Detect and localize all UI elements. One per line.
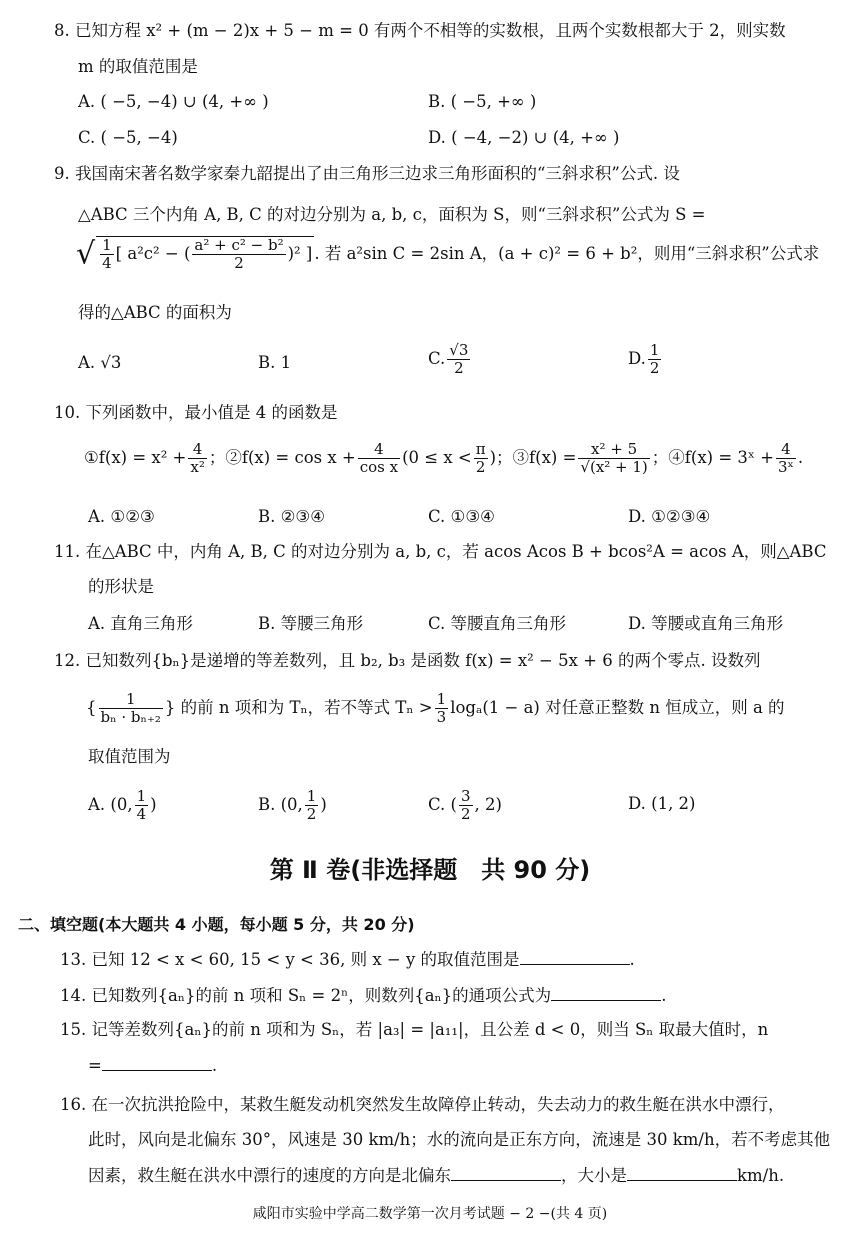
q9-quarter-fraction	[100, 237, 114, 272]
q10-f3-den: √(x² + 1)	[580, 458, 648, 476]
q12-third-den: 3	[436, 708, 447, 726]
q10-f1-fraction	[188, 441, 206, 476]
q9-option-d-num: 1	[649, 341, 660, 359]
q10-f2-den: cos x	[359, 458, 399, 476]
q12-option-b-den: 2	[306, 805, 317, 823]
q12-option-d: D. (1, 2)	[628, 794, 696, 813]
q16-stem-line3	[88, 1164, 784, 1187]
q11-option-c: C. 等腰直角三角形	[428, 614, 567, 633]
q12-option-c	[428, 785, 502, 825]
q12-option-c-fraction	[459, 788, 473, 823]
q8-stem-line1: 8. 已知方程 x² + (m − 2)x + 5 − m = 0 有两个不相等的实数根，且两个实数根都大于 2，则实数	[54, 21, 786, 40]
q9-option-c	[428, 342, 472, 377]
q9-stem-line4: 得的△ABC 的面积为	[78, 303, 232, 322]
q10-pi-den: 2	[475, 458, 486, 476]
q10-option-d: D. ①②③④	[628, 507, 711, 526]
q16-unit: km/h.	[737, 1166, 785, 1185]
q12-option-b: B. (0, $\frac{1}{2}$ )	[258, 787, 327, 823]
q12-open-brace: {	[86, 698, 97, 717]
q12-third-fraction	[435, 691, 449, 726]
q11-option-b: B. 等腰三角形	[258, 614, 364, 633]
q9-option-c-den: 2	[454, 359, 464, 377]
q12-inequality: } 的前 n 项和为 Tₙ，若不等式 Tₙ >	[164, 698, 433, 717]
q10-f3-fraction	[578, 441, 649, 476]
q10-functions-line	[84, 436, 803, 480]
q9-stem-line2: △ABC 三个内角 A, B, C 的对边分别为 a, b, c，面积为 S，则“三斜求积”公式为 S =	[78, 205, 706, 224]
q12-option-c-num: 3	[460, 787, 471, 805]
q12-option-a-fraction	[135, 788, 149, 823]
q15-stem-line2: = .	[88, 1056, 218, 1075]
q9-condition: . 若 a²sin C = 2sin A，(a + c)² = 6 + b²，则用“三斜求积”公式求	[314, 244, 820, 263]
q9-option-d-label: D.	[628, 349, 646, 368]
q9-option-d	[628, 342, 663, 377]
q12-stem-line2	[86, 686, 785, 730]
q12-option-a-num: 1	[136, 787, 147, 805]
q9-option-a: A. √3	[78, 353, 122, 372]
q16-stem-line1: 16. 在一次抗洪抢险中，某救生艇发动机突然发生故障停止转动，失去动力的救生艇在洪水中漂行，	[60, 1095, 785, 1114]
section-title: 第 Ⅱ 卷(非选择题 共 90 分)	[269, 856, 591, 884]
q12-option-c-post: , 2)	[474, 795, 502, 814]
q10-f4-num: 4	[776, 441, 796, 459]
q12-option-c-pre: C. (	[428, 795, 457, 814]
q12-option-c-den: 2	[460, 805, 471, 823]
q16-direction-blank[interactable]	[451, 1164, 561, 1181]
q12-stem-line1: 12. 已知数列{bₙ}是递增的等差数列，且 b₂, b₃ 是函数 f(x) = x² − 5x + 6 的两个零点. 设数列	[54, 651, 761, 670]
q11-option-d: D. 等腰或直角三角形	[628, 614, 784, 633]
q8-stem-line2: m 的取值范围是	[78, 57, 198, 76]
q9-option-b: B. 1	[258, 353, 292, 372]
q11-stem-line1: 11. 在△ABC 中，内角 A, B, C 的对边分别为 a, b, c，若 acos Acos B + bcos²A = acos A，则△ABC	[54, 542, 827, 561]
q9-option-c-label: C.	[428, 349, 446, 368]
q9-formula-radicand	[96, 236, 314, 272]
q9-option-d-den: 2	[649, 359, 660, 377]
part2-heading: 二、填空题(本大题共 4 小题，每小题 5 分，共 20 分)	[18, 915, 415, 934]
q9-formula-den: 2	[234, 254, 244, 272]
q10-pi-num: π	[475, 440, 486, 458]
q12-log-clause: logₐ(1 − a) 对任意正整数 n 恒成立，则 a 的	[450, 698, 785, 717]
q10-f2-domain: (0 ≤ x <	[402, 448, 472, 467]
q9-option-c-fraction	[447, 342, 470, 377]
q16-speed-blank[interactable]	[627, 1164, 737, 1181]
q12-option-b-pre: B. (0,	[258, 795, 303, 814]
q12-seq-fraction	[99, 691, 163, 726]
q10-f2-num: 4	[358, 441, 400, 459]
q11-option-a: A. 直角三角形	[88, 614, 193, 633]
q10-f4-end: .	[797, 448, 804, 467]
q10-f4-pre: ；④f(x) = 3ˣ +	[651, 448, 774, 467]
q9-option-c-num: √3	[449, 341, 469, 359]
q9-option-d-fraction	[648, 342, 662, 377]
q10-stem: 10. 下列函数中，最小值是 4 的函数是	[54, 403, 338, 422]
q10-f2-pre: ；②f(x) = cos x +	[208, 448, 356, 467]
q13-item: 13. 已知 12 < x < 60, 15 < y < 36, 则 x − y 的取值范围是 .	[60, 950, 635, 969]
q8-option-b: B. ( −5, +∞ )	[428, 92, 537, 111]
q10-f4-den: 3ˣ	[777, 458, 794, 476]
q9-formula-post: )² ]	[287, 244, 313, 263]
q15-answer-blank[interactable]	[102, 1054, 212, 1071]
q10-f1-num: 4	[188, 441, 206, 459]
q9-formula-pre: [ a²c² − (	[115, 244, 191, 263]
q14-stem: 14. 已知数列{aₙ}的前 n 项和 Sₙ = 2ⁿ，则数列{aₙ}的通项公式为	[60, 986, 552, 1005]
q10-f1-pre: ①f(x) = x² +	[84, 448, 187, 467]
q9-formula-num: a² + c² − b²	[194, 236, 284, 254]
q13-answer-blank[interactable]	[520, 948, 630, 965]
q10-f1-den: x²	[190, 458, 205, 476]
q12-option-b-fraction	[305, 788, 319, 823]
q8-option-c: C. ( −5, −4)	[78, 128, 178, 147]
q15-stem-line1: 15. 记等差数列{aₙ}的前 n 项和为 Sₙ，若 |a₃| = |a₁₁|，且公差 d < 0，则当 Sₙ 取最大值时，n	[60, 1020, 769, 1039]
q10-pi-fraction	[474, 441, 488, 476]
q16-stem-line2: 此时，风向是北偏东 30°，风速是 30 km/h；水的流向是正东方向，流速是 30 km/h，若不考虑其他	[88, 1130, 831, 1149]
q15-equals: =	[88, 1056, 102, 1075]
q12-seq-den: bₙ · bₙ₊₂	[100, 708, 161, 726]
q14-answer-blank[interactable]	[551, 984, 661, 1001]
q10-option-c: C. ①③④	[428, 507, 495, 526]
q9-formula-line	[76, 236, 819, 272]
page-footer: 咸阳市实验中学高二数学第一次月考试题 − 2 −(共 4 页)	[252, 1206, 608, 1222]
q9-formula-fraction	[192, 237, 285, 272]
q12-option-b-num: 1	[306, 787, 317, 805]
q12-third-num: 1	[436, 690, 447, 708]
q11-stem-line2: 的形状是	[88, 577, 154, 596]
sqrt-sign: √	[76, 236, 96, 272]
q10-f2-fraction	[358, 441, 400, 476]
q12-stem-line3: 取值范围为	[88, 747, 171, 766]
q9-stem-line1: 9. 我国南宋著名数学家秦九韶提出了由三角形三边求三角形面积的“三斜求积”公式. 设	[54, 164, 680, 183]
q16-speed-label: ，大小是	[561, 1166, 627, 1185]
q16-direction-label: 因素，救生艇在洪水中漂行的速度的方向是北偏东	[88, 1166, 451, 1185]
q12-option-a: A. (0, $\frac{1}{4}$ )	[88, 787, 157, 823]
q10-f4-fraction	[776, 441, 796, 476]
q12-option-a-den: 4	[136, 805, 147, 823]
q9-quarter-den: 4	[102, 254, 112, 272]
q8-option-a: A. ( −5, −4) ∪ (4, +∞ )	[78, 92, 269, 111]
q13-stem: 13. 已知 12 < x < 60, 15 < y < 36, 则 x − y 的取值范围是	[60, 950, 520, 969]
q12-seq-num: 1	[99, 691, 163, 709]
q10-option-b: B. ②③④	[258, 507, 325, 526]
q8-option-d: D. ( −4, −2) ∪ (4, +∞ )	[428, 128, 620, 147]
q12-option-a-pre: A. (0,	[88, 795, 133, 814]
q10-f3-num: x² + 5	[578, 441, 649, 459]
q10-f3-pre: )；③f(x) =	[489, 448, 577, 467]
q10-option-a: A. ①②③	[88, 507, 155, 526]
q9-quarter-num: 1	[102, 236, 112, 254]
q14-item: 14. 已知数列{aₙ}的前 n 项和 Sₙ = 2ⁿ，则数列{aₙ}的通项公式为 .	[60, 986, 667, 1005]
